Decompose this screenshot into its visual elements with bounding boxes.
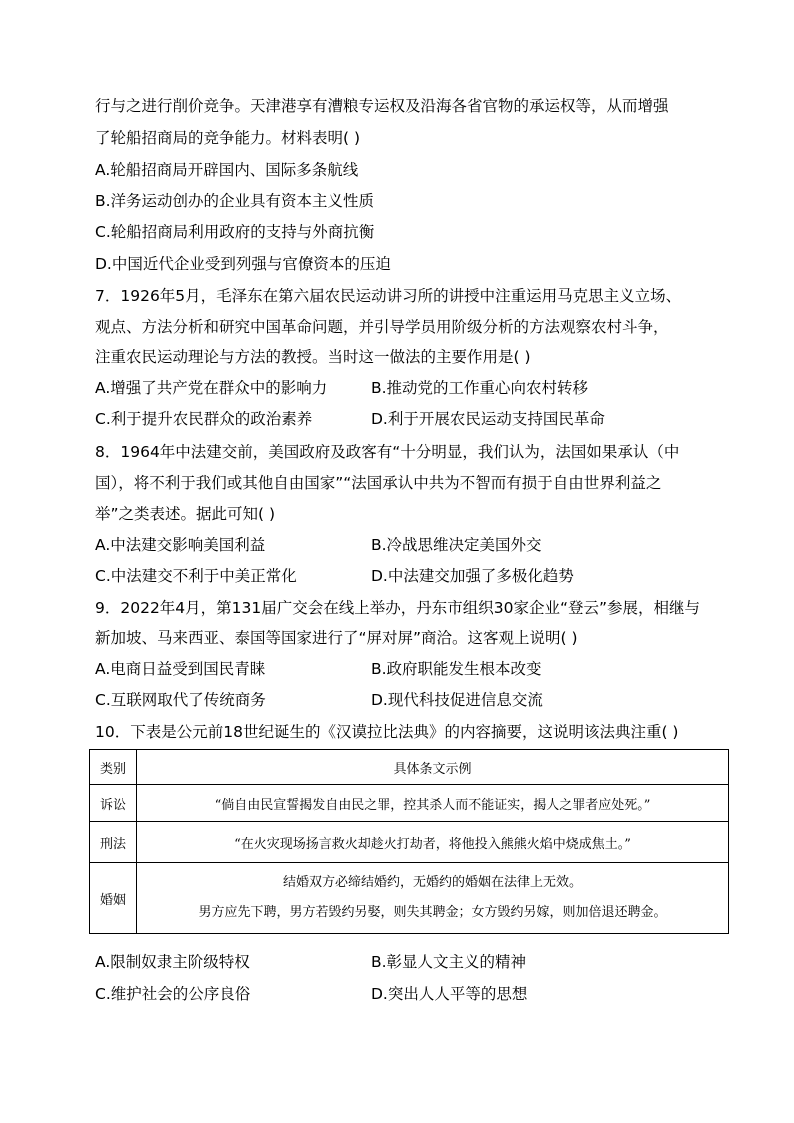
table-cell-text-line-1: 结婚双方必缔结婚约，无婚约的婚姻在法律上无效。: [282, 875, 582, 890]
q8-options-row-2: [95, 566, 735, 586]
table-cell-text: “倘自由民宣誓揭发自由民之罪，控其杀人而不能证实，揭人之罪者应处死。”: [137, 785, 729, 822]
table-cell-category: 刑法: [90, 822, 137, 863]
q8-option-c[interactable]: C.中法建交不利于中美正常化: [95, 567, 297, 585]
q9-option-d[interactable]: D.现代科技促进信息交流: [371, 691, 543, 709]
q8-stem-line-2: 国），将不利于我们或其他自由国家”“法国承认中共为不智而有损于自由世界利益之: [95, 474, 662, 492]
q8-option-d[interactable]: D.中法建交加强了多极化趋势: [371, 567, 574, 585]
table-cell-text-line-2: 男方应先下聘，男方若毁约另娶，则失其聘金；女方毁约另嫁，则加倍退还聘金。: [198, 905, 667, 920]
q7-stem-line-2: 观点、方法分析和研究中国革命问题，并引导学员用阶级分析的方法观察农村斗争，: [95, 318, 669, 336]
q10-option-c[interactable]: C.维护社会的公序良俗: [95, 985, 251, 1003]
q9-stem-line-1: 9．2022年4月，第131届广交会在线上举办，丹东市组织30家企业“登云”参展，相继与: [95, 599, 701, 617]
q10-option-b[interactable]: B.彰显人文主义的精神: [371, 953, 527, 971]
table-cell-text-multiline: [137, 863, 729, 934]
q9-option-a[interactable]: A.电商日益受到国民青睐: [95, 660, 266, 678]
q7-stem-line-3: 注重农民运动理论与方法的教授。当时这一做法的主要作用是( ): [95, 348, 531, 366]
q10-option-a[interactable]: A.限制奴隶主阶级特权: [95, 953, 250, 971]
q6-option-d[interactable]: D.中国近代企业受到列强与官僚资本的压迫: [95, 255, 391, 273]
q6-stem-line-2: 了轮船招商局的竞争能力。材料表明( ): [95, 129, 361, 147]
table-cell-category: 诉讼: [90, 785, 137, 822]
table-header-row: [90, 750, 729, 785]
q9-options-row-1: [95, 659, 735, 679]
q7-options-row-1: [95, 378, 735, 398]
q10-option-d[interactable]: D.突出人人平等的思想: [371, 985, 528, 1003]
table-header-category: 类别: [90, 750, 137, 785]
q9-option-c[interactable]: C.互联网取代了传统商务: [95, 691, 266, 709]
q7-option-a[interactable]: A.增强了共产党在群众中的影响力: [95, 379, 328, 397]
q6-option-a[interactable]: A.轮船招商局开辟国内、国际多条航线: [95, 161, 359, 179]
q7-options-row-2: [95, 409, 735, 429]
q6-stem-line-1: 行与之进行削价竞争。天津港享有漕粮专运权及沿海各省官物的承运权等，从而增强: [95, 97, 669, 115]
q8-options-row-1: [95, 535, 735, 555]
q8-option-a[interactable]: A.中法建交影响美国利益: [95, 536, 266, 554]
table-row: [90, 785, 729, 822]
q7-option-b[interactable]: B.推动党的工作重心向农村转移: [371, 379, 589, 397]
q10-options-row-1: [95, 952, 735, 972]
q10-options-row-2: [95, 984, 735, 1004]
q7-stem-line-1: 7．1926年5月，毛泽东在第六届农民运动讲习所的讲授中注重运用马克思主义立场、: [95, 287, 682, 305]
table-cell-category: 婚姻: [90, 863, 137, 934]
q7-option-d[interactable]: D.利于开展农民运动支持国民革命: [371, 410, 605, 428]
q9-options-row-2: [95, 690, 735, 710]
table-row: [90, 863, 729, 934]
table-row: [90, 822, 729, 863]
q6-option-c[interactable]: C.轮船招商局利用政府的支持与外商抗衡: [95, 223, 375, 241]
q9-stem-line-2: 新加坡、马来西亚、泰国等国家进行了“屏对屏”商洽。这客观上说明( ): [95, 629, 578, 647]
q9-option-b[interactable]: B.政府职能发生根本改变: [371, 660, 542, 678]
q8-stem-line-1: 8．1964年中法建交前，美国政府及政客有“十分明显，我们认为，法国如果承认（中: [95, 443, 680, 461]
q6-option-b[interactable]: B.洋务运动创办的企业具有资本主义性质: [95, 192, 375, 210]
hammurabi-code-table: [89, 749, 729, 934]
table-cell-text: “在火灾现场扬言救火却趁火打劫者，将他投入熊熊火焰中烧成焦土。”: [137, 822, 729, 863]
table-header-examples: 具体条文示例: [137, 750, 729, 785]
q10-stem-line-1: 10．下表是公元前18世纪诞生的《汉谟拉比法典》的内容摘要，这说明该法典注重( ): [95, 723, 679, 741]
q8-stem-line-3: 举”之类表述。据此可知( ): [95, 505, 276, 523]
q7-option-c[interactable]: C.利于提升农民群众的政治素养: [95, 410, 313, 428]
q8-option-b[interactable]: B.冷战思维决定美国外交: [371, 536, 542, 554]
